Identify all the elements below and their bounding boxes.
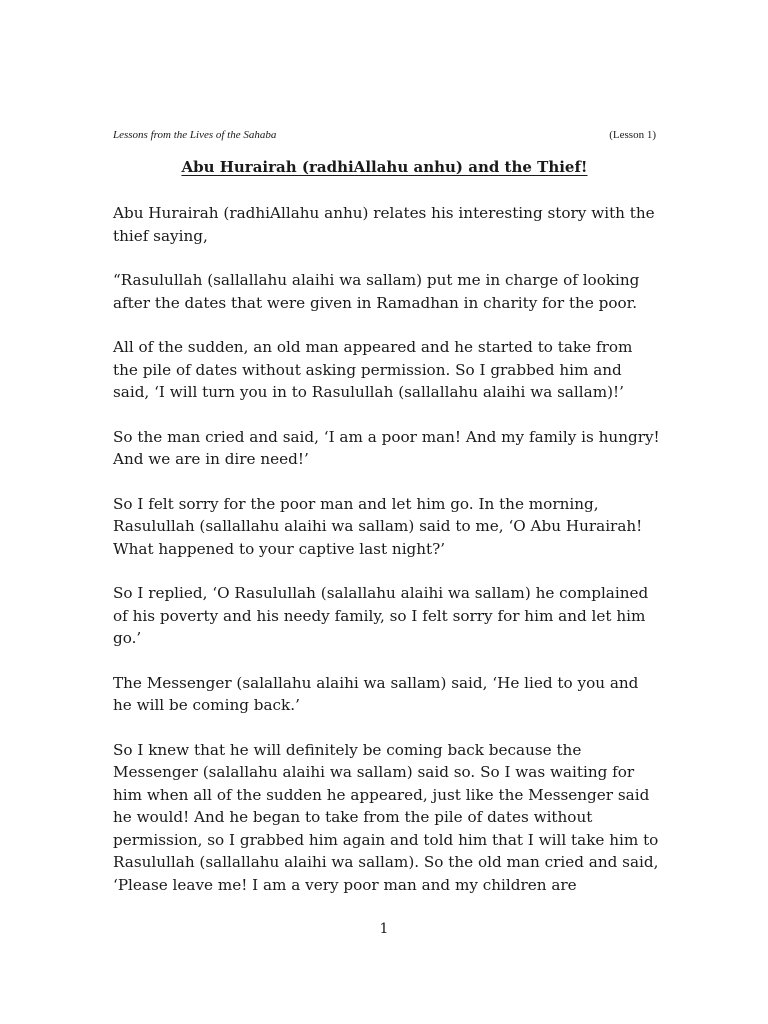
body-text	[113, 202, 661, 918]
page-number: 1	[379, 921, 389, 937]
paragraph: The Messenger (salallahu alaihi wa sallam) said, ‘He lied to you and he will be coming back.’	[113, 673, 639, 714]
paragraph: Abu Hurairah (radhiAllahu anhu) relates his interesting story with the thief saying,	[113, 204, 655, 245]
document-title: Abu Hurairah (radhiAllahu anhu) and the Thief!	[181, 158, 588, 176]
paragraph: “Rasulullah (sallallahu alaihi wa sallam) put me in charge of looking after the dates that were given in Ramadhan in charity for the poor.	[113, 271, 640, 312]
running-header	[113, 129, 656, 145]
paragraph: So I knew that he will definitely be coming back because the Messenger (salallahu alaihi wa sallam) said so. So I was waiting for him when all of the sudden he appeared, just like the Messenger said he would! And he began to take from the pile of dates without permission, so I grabbed him again and told him that I will take him to Rasulullah (sallallahu alaihi wa sallam). So the old man cried and said, ‘Please leave me! I am a very poor man and my children are	[113, 740, 659, 894]
paragraph: So I felt sorry for the poor man and let him go. In the morning, Rasulullah (sallallahu alaihi wa sallam) said to me, ‘O Abu Hurairah! What happened to your captive last night?’	[113, 494, 643, 558]
paragraph: So the man cried and said, ‘I am a poor man! And my family is hungry! And we are in dire need!’	[113, 427, 660, 468]
paragraph: All of the sudden, an old man appeared and he started to take from the pile of dates without asking permission. So I grabbed him and said, ‘I will turn you in to Rasulullah (sallallahu alaihi wa sallam)!’	[113, 338, 633, 401]
paragraph: So I replied, ‘O Rasulullah (salallahu alaihi wa sallam) he complained of his poverty and his needy family, so I felt sorry for him and let him go.’	[113, 584, 649, 647]
series-title: Lessons from the Lives of the Sahaba	[113, 129, 277, 141]
lesson-number: (Lesson 1)	[609, 129, 656, 141]
